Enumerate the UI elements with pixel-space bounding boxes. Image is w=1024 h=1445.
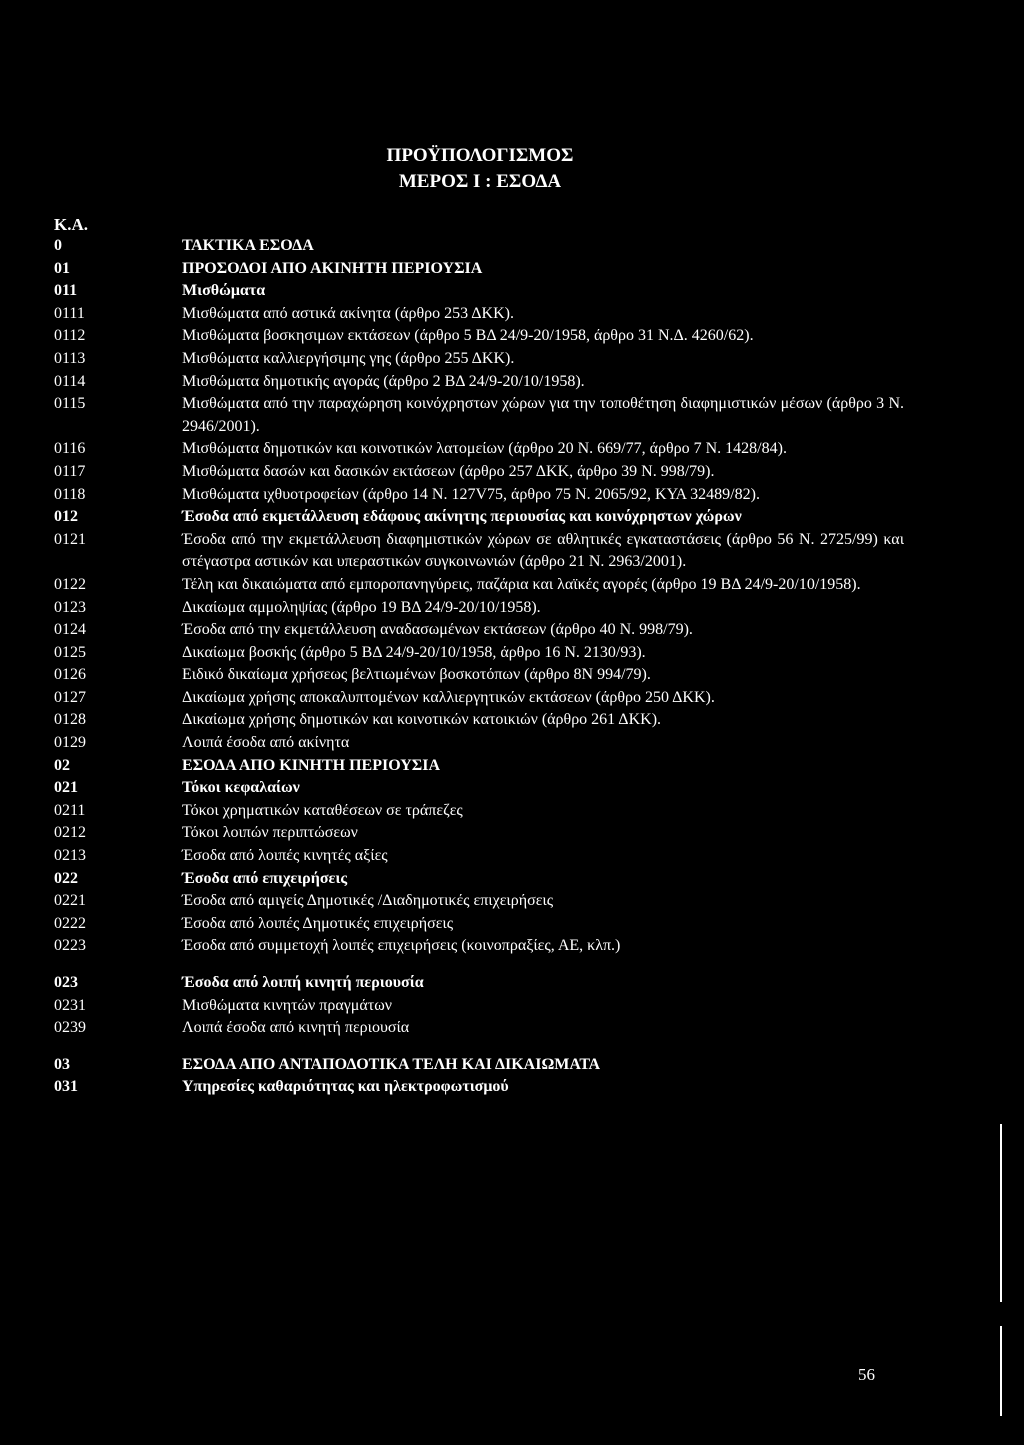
- budget-row: [54, 913, 904, 936]
- budget-lines: [54, 235, 904, 1099]
- account-code: 0239: [54, 1019, 86, 1037]
- account-description: Έσοδα από αμιγείς Δημοτικές /Διαδημοτικές επιχειρήσεις: [182, 892, 554, 910]
- account-code: 03: [54, 1055, 70, 1073]
- heading-row: [54, 1054, 904, 1077]
- account-code: 0125: [54, 643, 86, 661]
- account-description: Μισθώματα: [182, 282, 266, 300]
- budget-row: [54, 935, 904, 958]
- account-code: 02: [54, 756, 70, 774]
- budget-row: [54, 800, 904, 823]
- account-code: 0115: [54, 395, 86, 413]
- account-code: 0118: [54, 485, 86, 503]
- budget-row: [54, 461, 904, 484]
- account-code: 0231: [54, 996, 86, 1014]
- account-description: Έσοδα από επιχειρήσεις: [182, 869, 348, 887]
- account-description: Δικαίωμα βοσκής (άρθρο 5 ΒΔ 24/9-20/10/1958, άρθρο 16 Ν. 2130/93).: [182, 643, 646, 661]
- budget-row: [54, 303, 904, 326]
- heading-row: [54, 258, 904, 281]
- account-code: 0127: [54, 688, 86, 706]
- account-description: Έσοδα από την εκμετάλλευση αναδασωμένων εκτάσεων (άρθρο 40 Ν. 998/79).: [182, 621, 693, 639]
- heading-row: [54, 972, 904, 995]
- account-description: Έσοδα από λοιπές Δημοτικές επιχειρήσεις: [182, 914, 454, 932]
- heading-row: [54, 235, 904, 258]
- account-code: 0223: [54, 937, 86, 955]
- heading-row: [54, 777, 904, 800]
- account-code: 023: [54, 974, 78, 991]
- account-description: Μισθώματα βοσκησιμων εκτάσεων (άρθρο 5 ΒΔ 24/9-20/1958, άρθρο 31 Ν.Δ. 4260/62).: [182, 327, 754, 345]
- account-code: 0122: [54, 575, 86, 593]
- account-description: Δικαίωμα αμμοληψίας (άρθρο 19 ΒΔ 24/9-20/10/1958).: [182, 598, 541, 616]
- section-gap: [54, 958, 904, 972]
- account-description: Υπηρεσίες καθαριότητας και ηλεκτροφωτισμού: [182, 1078, 509, 1096]
- budget-row: [54, 890, 904, 913]
- budget-row: [54, 484, 904, 507]
- page-number: 56: [858, 1365, 875, 1384]
- account-code: 0116: [54, 440, 86, 458]
- budget-row: [54, 438, 904, 461]
- budget-row: [54, 529, 904, 574]
- page-subtitle: ΜΕΡΟΣ Ι : ΕΣΟΔΑ: [398, 171, 562, 192]
- account-description: ΤΑΚΤΙΚΑ ΕΣΟΔΑ: [182, 237, 314, 254]
- account-description: Έσοδα από την εκμετάλλευση διαφημιστικών χώρων σε αθλητικές εγκαταστάσεις (άρθρο 56 Ν. 2725/99) και στέγαστρα αστικών και υπεραστικών συγκοινωνιών (άρθρο 21 Ν. 2963/2001).: [182, 530, 904, 571]
- account-description: Μισθώματα δημοτικής αγοράς (άρθρο 2 ΒΔ 24/9-20/10/1958).: [182, 372, 585, 390]
- heading-row: [54, 755, 904, 778]
- account-description: Λοιπά έσοδα από κινητή περιουσία: [182, 1019, 410, 1037]
- account-description: Τόκοι χρηματικών καταθέσεων σε τράπεζες: [182, 801, 463, 819]
- account-code: 0213: [54, 847, 86, 865]
- account-code: 021: [54, 779, 78, 797]
- account-description: Μισθώματα κινητών πραγμάτων: [182, 996, 392, 1014]
- account-code: 0111: [54, 304, 85, 322]
- budget-row: [54, 1017, 904, 1040]
- heading-row: [54, 280, 904, 303]
- budget-row: [54, 822, 904, 845]
- account-code: 0113: [54, 349, 86, 367]
- budget-row: [54, 995, 904, 1018]
- account-description: Μισθώματα δασών και δασικών εκτάσεων (άρθρο 257 ΔΚΚ, άρθρο 39 Ν. 998/79).: [182, 462, 715, 480]
- account-description: Έσοδα από εκμετάλλευση εδάφους ακίνητης περιουσίας και κοινόχρηστων χώρων: [182, 508, 742, 526]
- account-code: 012: [54, 508, 78, 526]
- section-gap: [54, 1040, 904, 1054]
- account-code: 022: [54, 869, 78, 887]
- account-description: Μισθώματα δημοτικών και κοινοτικών λατομείων (άρθρο 20 Ν. 669/77, άρθρο 7 Ν. 1428/84).: [182, 440, 787, 458]
- account-code: 0121: [54, 530, 86, 548]
- budget-row: [54, 619, 904, 642]
- account-description: Τόκοι λοιπών περιπτώσεων: [182, 824, 358, 842]
- account-description: Έσοδα από συμμετοχή λοιπές επιχειρήσεις (κοινοπραξίες, ΑΕ, κλπ.): [182, 937, 621, 955]
- account-description: ΠΡΟΣΟΔΟΙ ΑΠΟ ΑΚΙΝΗΤΗ ΠΕΡΙΟΥΣΙΑ: [182, 259, 483, 277]
- page-title: ΠΡΟΫΠΟΛΟΓΙΣΜΟΣ: [386, 145, 574, 166]
- margin-line: [1000, 1124, 1002, 1302]
- account-code: 0212: [54, 824, 86, 842]
- heading-row: [54, 1076, 904, 1099]
- account-code: 0128: [54, 711, 86, 729]
- account-description: Δικαίωμα χρήσης αποκαλυπτομένων καλλιεργητικών εκτάσεων (άρθρο 250 ΔΚΚ).: [182, 688, 715, 706]
- account-code: 0: [54, 237, 62, 254]
- account-description: Έσοδα από λοιπή κινητή περιουσία: [182, 974, 424, 991]
- budget-row: [54, 574, 904, 597]
- account-description: Δικαίωμα χρήσης δημοτικών και κοινοτικών κατοικιών (άρθρο 261 ΔΚΚ).: [182, 711, 662, 729]
- heading-row: [54, 506, 904, 529]
- budget-row: [54, 687, 904, 710]
- account-description: Μισθώματα από αστικά ακίνητα (άρθρο 253 ΔΚΚ).: [182, 304, 514, 322]
- budget-row: [54, 371, 904, 394]
- account-code: 0123: [54, 598, 86, 616]
- account-code: 031: [54, 1078, 78, 1096]
- account-description: Τέλη και δικαιώματα από εμποροπανηγύρεις, παζάρια και λαϊκές αγορές (άρθρο 19 ΒΔ 24/9-20/10/1958).: [182, 575, 861, 593]
- account-description: Μισθώματα καλλιεργήσιμης γης (άρθρο 255 ΔΚΚ).: [182, 349, 515, 367]
- account-description: Μισθώματα ιχθυοτροφείων (άρθρο 14 Ν. 127V75, άρθρο 75 Ν. 2065/92, ΚΥΑ 32489/82).: [182, 485, 760, 503]
- margin-line: [1000, 1326, 1002, 1416]
- account-code: 0211: [54, 801, 86, 819]
- account-code: 01: [54, 259, 70, 277]
- account-code: 0221: [54, 892, 86, 910]
- budget-row: [54, 325, 904, 348]
- account-code: 0124: [54, 621, 86, 639]
- account-description: ΕΣΟΔΑ ΑΠΟ ΚΙΝΗΤΗ ΠΕΡΙΟΥΣΙΑ: [182, 756, 441, 774]
- account-code: 0112: [54, 327, 86, 345]
- budget-row: [54, 393, 904, 438]
- account-description: Μισθώματα από την παραχώρηση κοινόχρηστων χώρων για την τοποθέτηση διαφημιστικών μέσων (άρθρο 3 Ν. 2946/2001).: [182, 395, 904, 435]
- account-code: 0126: [54, 666, 86, 684]
- budget-row: [54, 709, 904, 732]
- heading-row: [54, 868, 904, 891]
- account-description: Λοιπά έσοδα από ακίνητα: [182, 734, 350, 752]
- account-code: 0222: [54, 914, 86, 932]
- code-column-label: Κ.Α.: [54, 215, 88, 234]
- budget-row: [54, 845, 904, 868]
- account-description: Τόκοι κεφαλαίων: [182, 779, 300, 797]
- budget-row: [54, 664, 904, 687]
- account-code: 0114: [54, 372, 86, 390]
- account-description: Ειδικό δικαίωμα χρήσεως βελτιωμένων βοσκοτόπων (άρθρο 8Ν 994/79).: [182, 666, 651, 684]
- budget-row: [54, 597, 904, 620]
- account-code: 011: [54, 282, 78, 300]
- budget-row: [54, 348, 904, 371]
- budget-row: [54, 642, 904, 665]
- budget-row: [54, 732, 904, 755]
- account-code: 0117: [54, 462, 86, 480]
- account-description: ΕΣΟΔΑ ΑΠΟ ΑΝΤΑΠΟΔΟΤΙΚΑ ΤΕΛΗ ΚΑΙ ΔΙΚΑΙΩΜΑΤΑ: [182, 1055, 601, 1073]
- account-description: Έσοδα από λοιπές κινητές αξίες: [182, 847, 388, 865]
- account-code: 0129: [54, 734, 86, 752]
